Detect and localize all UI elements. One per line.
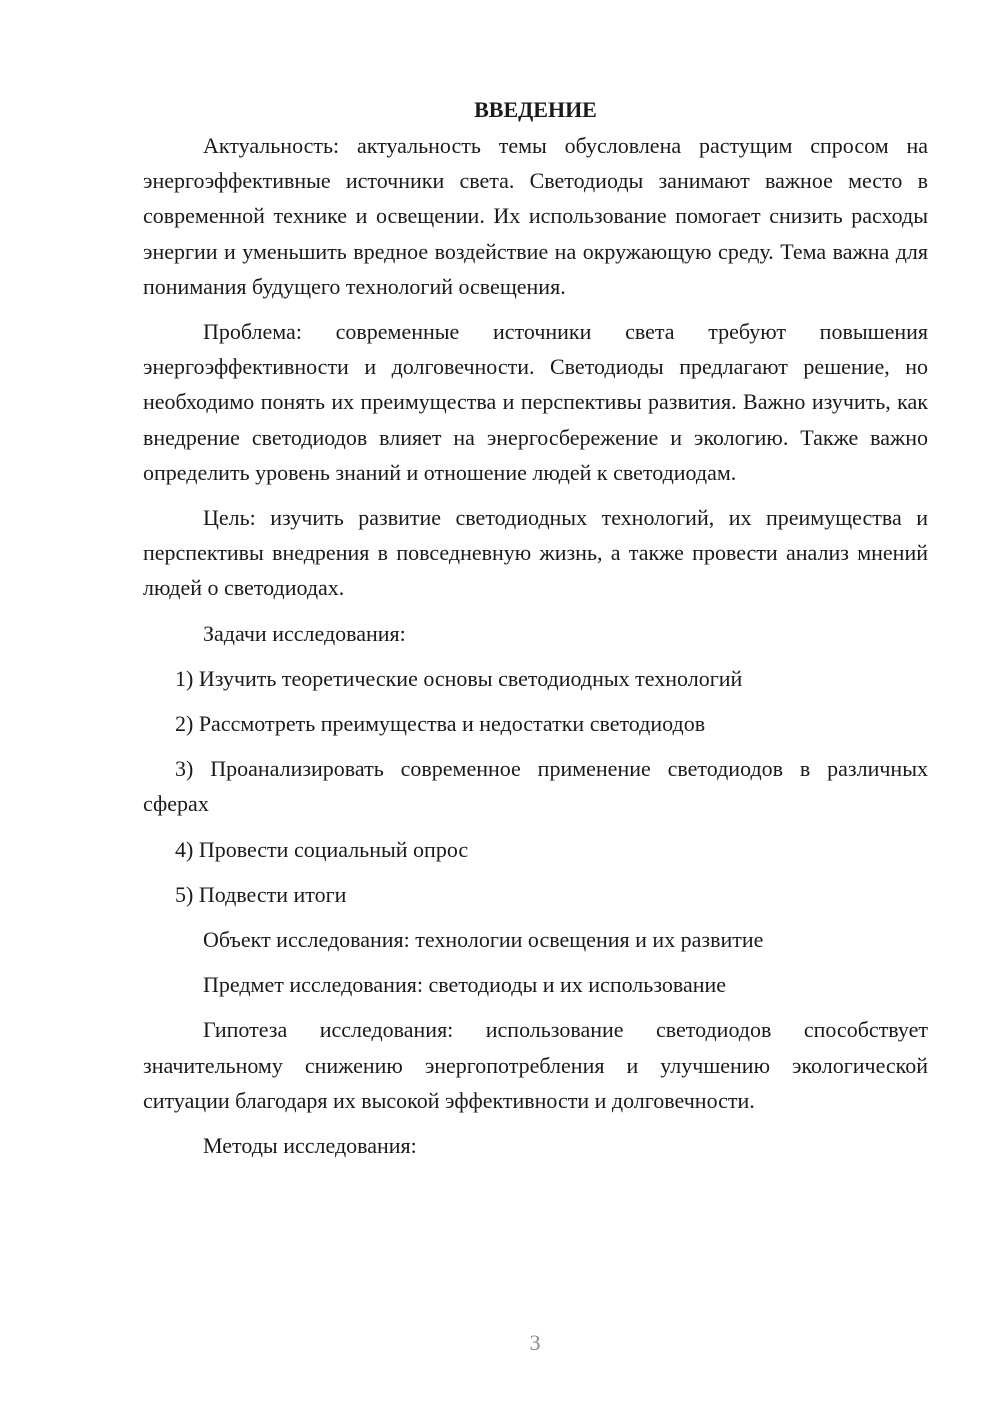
page-number: 3	[529, 1330, 541, 1355]
goal-paragraph: Цель: изучить развитие светодиодных технологий, их преимущества и перспективы внедрения в повседневную жизнь, а также провести анализ мнений людей о светодиодах.	[143, 505, 928, 601]
relevance-paragraph: Актуальность: актуальность темы обусловлена растущим спросом на энергоэффективные источники света. Светодиоды занимают важное место в современной технике и освещении. Их использование помогает снизить расходы энергии и уменьшить вредное воздействие на окружающую среду. Тема важна для понимания будущего технологий освещения.	[143, 133, 928, 299]
list-item: 4) Провести социальный опрос	[175, 836, 469, 862]
tasks-list	[143, 661, 928, 912]
subject-line: Предмет исследования: светодиоды и их использование	[203, 972, 727, 998]
list-item: 2) Рассмотреть преимущества и недостатки светодиодов	[175, 711, 706, 737]
list-item: 1) Изучить теоретические основы светодиодных технологий	[175, 665, 743, 691]
document-page	[143, 92, 928, 1173]
list-item: 3) Проанализировать современное применение светодиодов в различных сферах	[143, 756, 928, 817]
object-line: Объект исследования: технологии освещения и их развитие	[203, 927, 764, 953]
page-title: ВВЕДЕНИЕ	[474, 97, 597, 122]
list-item: 5) Подвести итоги	[175, 881, 347, 907]
methods-title: Методы исследования:	[203, 1133, 417, 1159]
tasks-title: Задачи исследования:	[203, 620, 406, 646]
hypothesis-paragraph: Гипотеза исследования: использование светодиодов способствует значительному снижению энергопотребления и улучшению экологической ситуации благодаря их высокой эффективности и долговечности.	[143, 1017, 928, 1113]
problem-paragraph: Проблема: современные источники света требуют повышения энергоэффективности и долговечности. Светодиоды предлагают решение, но необходимо понять их преимущества и перспективы развития. Важно изучить, как внедрение светодиодов влияет на энергосбережение и экологию. Также важно определить уровень знаний и отношение людей к светодиодам.	[143, 319, 928, 485]
